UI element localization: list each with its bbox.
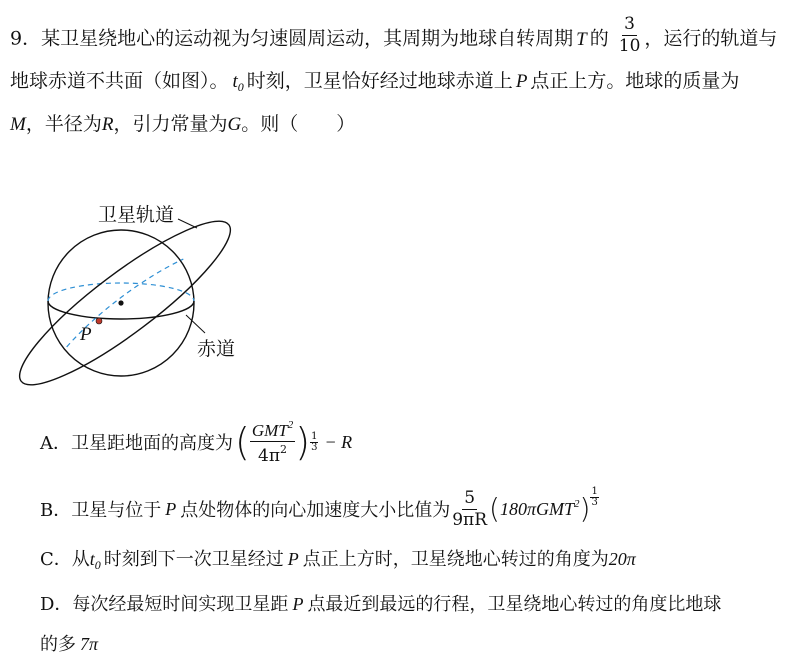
option-B-inner-sup: 2 [574,498,580,510]
option-B-right-paren: ) [579,492,591,525]
option-B[interactable] [40,485,599,533]
left-paren: ( [235,420,250,464]
symbol-R: R [101,114,114,135]
option-C-t-sub: 0 [94,558,101,572]
option-A-den-text: 4π [258,445,281,466]
option-B-label-b: 点处物体的向心加速度大小比值为 [180,500,451,521]
symbol-T: T [576,28,587,50]
option-B-exp-den: 3 [591,497,598,508]
earth-center-dot [118,300,123,305]
option-C-label-b: 时刻到下一次卫星经过 [103,549,284,570]
question-text-3b: ，引力常量为 [113,113,228,135]
option-A-exp-num: 1 [311,430,318,442]
question-line-1 [10,14,778,59]
fraction-3-10 [617,16,643,55]
option-D-label-a: D．每次经最短时间实现卫星距 [40,594,289,615]
option-A-fraction [250,420,295,465]
option-A-tail: − R [324,431,353,452]
option-C[interactable] [40,545,636,573]
option-C-label-c: 点正上方时，卫星绕地心转过的角度为 [302,549,609,570]
symbol-t-subscript: 0 [237,80,244,94]
question-text-2b: 时刻，卫星恰好经过地球赤道上 [246,70,513,92]
option-A-label: A．卫星距地面的高度为 [40,433,233,454]
question-text-3a: ，半径为 [25,113,102,135]
orbit-label-leader [178,219,197,228]
orbit-label: 卫星轨道 [98,204,175,226]
option-A-exp-den: 3 [311,441,318,453]
option-A[interactable] [40,412,352,472]
option-C-value: 20π [608,549,636,569]
question-line-3 [10,112,355,137]
option-D[interactable] [40,590,721,616]
point-P-marker [96,318,102,324]
option-C-symbol-t0 [89,549,101,572]
fraction-numerator: 3 [624,14,635,34]
option-A-num-sup: 2 [287,418,294,431]
option-D-value: 7π [80,634,99,654]
option-D-line2-text: 的多 [40,634,76,655]
question-text-1b: 的 [589,27,609,50]
orbit-ellipse [3,201,247,390]
option-B-inner [500,498,580,520]
option-B-symbol-P: P [165,498,177,519]
question-number: 9． [10,27,42,50]
option-B-exp-num: 1 [591,486,598,497]
figure [0,195,260,390]
point-P-label: P [80,324,92,345]
symbol-t0 [233,71,244,92]
option-C-t: t [89,549,95,569]
option-A-exponent [310,432,318,453]
option-A-denominator [256,442,289,465]
question-text-2a: 地球赤道不共面（如图）。 [10,70,229,92]
option-B-label-a: B．卫星与位于 [40,500,162,521]
option-B-left-paren: ( [489,492,500,525]
question-text-1c: ，运行的轨道与 [644,27,778,50]
question-text-3c: 。则（ ） [241,113,356,135]
symbol-t: t [232,71,238,92]
option-B-exponent [590,487,598,508]
equator-label: 赤道 [197,338,236,360]
symbol-G: G [227,114,242,135]
option-B-denominator: 9πR [452,509,488,530]
option-A-num-text: GMT [251,420,288,440]
question-text-1a: 某卫星绕地心的运动视为匀速圆周运动，其周期为地球自转周期 [41,27,574,50]
right-paren: ) [295,420,311,464]
question-text-2c: 点正上方。地球的质量为 [530,70,740,92]
option-A-den-sup: 2 [280,442,288,456]
option-C-label-a: C．从 [40,549,90,570]
option-B-inner-text: 180πGMT [499,499,574,519]
option-A-numerator [250,420,295,442]
option-B-fraction [450,487,489,530]
option-C-symbol-P: P [287,549,299,569]
question-line-2 [10,69,739,99]
option-B-numerator: 5 [464,487,476,508]
option-D-symbol-P: P [292,594,304,614]
symbol-P: P [515,71,528,92]
symbol-M: M [10,114,26,135]
option-D-label-b: 点最近到最远的行程，卫星绕地心转过的角度比地球 [307,594,722,615]
option-D-line-2 [40,630,98,656]
fraction-denominator: 10 [618,36,641,56]
equator-back-dashed [48,283,194,301]
